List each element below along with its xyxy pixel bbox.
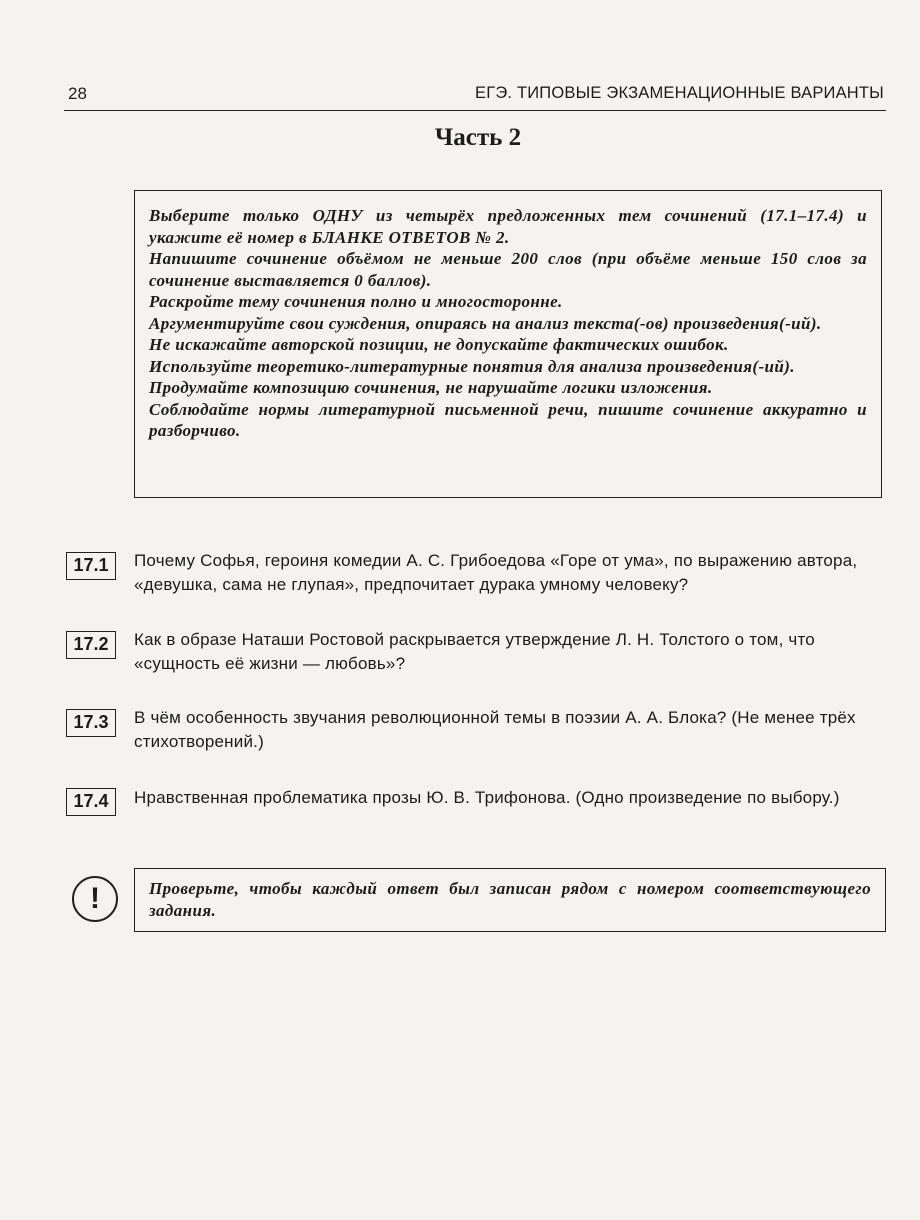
instruction-line: Используйте теоретико-литературные понятия для анализа произведения(-ий). (149, 356, 795, 376)
reminder-box: Проверьте, чтобы каждый ответ был записан рядом с номером соответствующего задания. (134, 868, 886, 932)
running-header: ЕГЭ. ТИПОВЫЕ ЭКЗАМЕНАЦИОННЫЕ ВАРИАНТЫ (475, 84, 884, 102)
instruction-line: Раскройте тему сочинения полно и многосторонне. (149, 292, 563, 311)
instructions-box (134, 190, 882, 498)
task-number-17-3: 17.3 (66, 709, 116, 737)
task-text-17-4: Нравственная проблематика прозы Ю. В. Трифонова. (Одно произведение по выбору.) (134, 788, 840, 807)
task-text-17-1: Почему Софья, героиня комедии А. С. Грибоедова «Горе от ума», по выражению автора, «девушка, сама не глупая», предпочитает дурака умному человеку? (134, 551, 858, 594)
header-divider (64, 110, 886, 111)
instruction-line: Напишите сочинение объёмом не меньше 200 слов (при объёме меньше 150 слов за сочинение выставляется 0 баллов). (149, 249, 867, 290)
instruction-line: Не искажайте авторской позиции, не допускайте фактических ошибок. (149, 335, 729, 354)
task-number-17-4: 17.4 (66, 788, 116, 816)
page-number: 28 (68, 84, 87, 103)
instruction-line: Аргументируйте свои суждения, опираясь на анализ текста(-ов) произведения(-ий). (149, 313, 822, 333)
task-number-17-1: 17.1 (66, 552, 116, 580)
task-number-17-2: 17.2 (66, 631, 116, 659)
task-text-17-2: Как в образе Наташи Ростовой раскрывается утверждение Л. Н. Толстого о том, что «сущность её жизни — любовь»? (134, 630, 815, 673)
task-text-17-3: В чём особенность звучания революционной темы в поэзии А. А. Блока? (Не менее трёх стихотворений.) (134, 708, 856, 751)
part-title: Часть 2 (434, 124, 522, 151)
instruction-line: Выберите только ОДНУ из четырёх предложенных тем сочинений (17.1–17.4) и укажите её номер в БЛАНКЕ ОТВЕТОВ № 2. (149, 206, 867, 247)
instruction-line: Продумайте композицию сочинения, не нарушайте логики изложения. (149, 378, 713, 397)
exclamation-icon: ! (72, 876, 118, 922)
instruction-line: Соблюдайте нормы литературной письменной речи, пишите сочинение аккуратно и разборчиво. (149, 399, 867, 440)
